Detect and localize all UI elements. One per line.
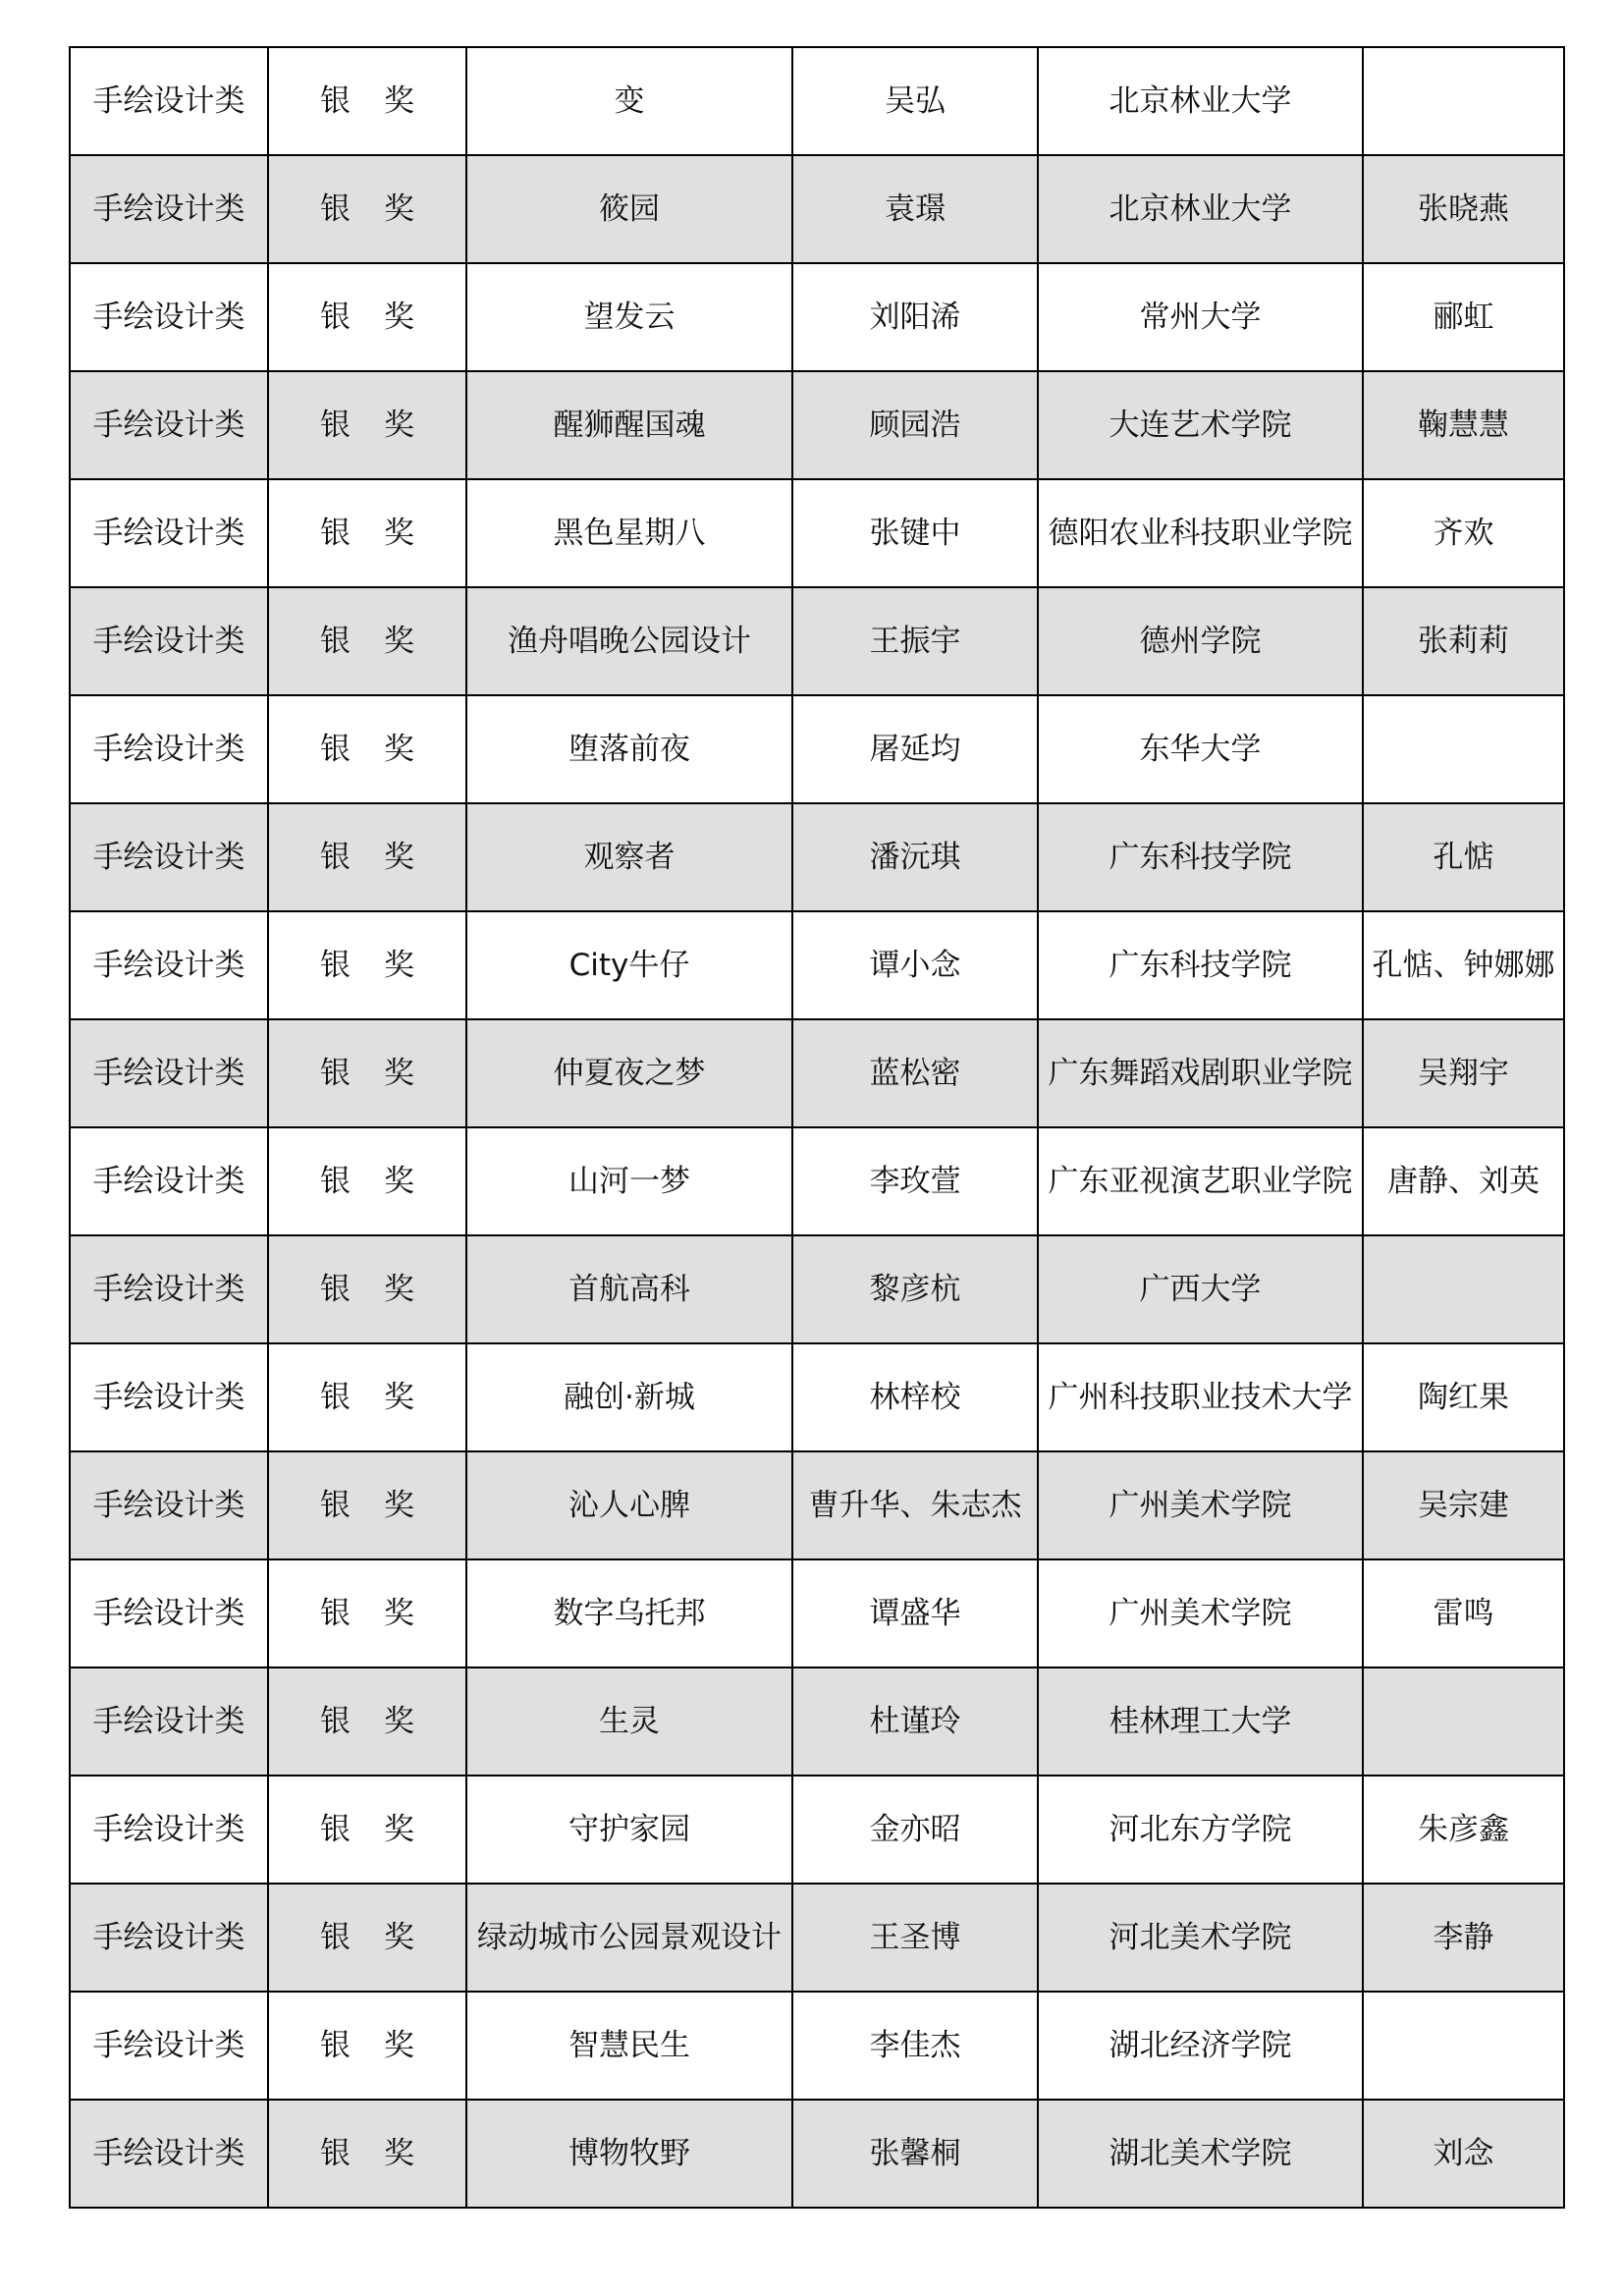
school-cell: 东华大学: [1038, 695, 1363, 803]
award-cell: [268, 1992, 466, 2100]
title-cell: 望发云: [466, 263, 792, 371]
title-cell: 首航高科: [466, 1235, 792, 1343]
title-cell: 变: [466, 47, 792, 155]
award-char: 奖: [384, 1812, 414, 1847]
author-cell: 黎彦杭: [792, 1235, 1038, 1343]
school-cell: 广州美术学院: [1038, 1559, 1363, 1667]
award-char: 银: [320, 948, 351, 983]
advisor-cell: 吴翔宇: [1363, 1019, 1564, 1127]
table-row: [70, 1559, 1564, 1667]
award-char: 奖: [384, 83, 414, 119]
title-cell: 沁人心脾: [466, 1451, 792, 1559]
table-row: [70, 155, 1564, 263]
category-cell: 手绘设计类: [70, 695, 268, 803]
award-char: 银: [320, 732, 351, 767]
author-cell: 刘阳浠: [792, 263, 1038, 371]
category-cell: 手绘设计类: [70, 911, 268, 1019]
award-char: 奖: [384, 1488, 414, 1523]
awards-table: [69, 46, 1565, 2209]
table-row: [70, 263, 1564, 371]
award-char: 奖: [384, 2136, 414, 2171]
table-row: [70, 1019, 1564, 1127]
author-cell: 林梓校: [792, 1343, 1038, 1451]
category-cell: 手绘设计类: [70, 1884, 268, 1992]
table-row: [70, 1884, 1564, 1992]
awards-table-body: [70, 47, 1564, 2208]
award-char: 奖: [384, 516, 414, 551]
category-cell: 手绘设计类: [70, 1992, 268, 2100]
school-cell: 湖北经济学院: [1038, 1992, 1363, 2100]
author-cell: 袁璟: [792, 155, 1038, 263]
award-char: 奖: [384, 624, 414, 659]
advisor-cell: [1363, 47, 1564, 155]
advisor-cell: 张莉莉: [1363, 587, 1564, 695]
award-char: 银: [320, 1812, 351, 1847]
award-cell: [268, 1667, 466, 1776]
title-cell: 筱园: [466, 155, 792, 263]
advisor-cell: 吴宗建: [1363, 1451, 1564, 1559]
award-char: 银: [320, 1596, 351, 1631]
author-cell: 蓝松密: [792, 1019, 1038, 1127]
author-cell: 屠延均: [792, 695, 1038, 803]
author-cell: 张键中: [792, 479, 1038, 587]
award-char: 奖: [384, 1380, 414, 1415]
title-cell: 仲夏夜之梦: [466, 1019, 792, 1127]
author-cell: 王振宇: [792, 587, 1038, 695]
advisor-cell: [1363, 1992, 1564, 2100]
award-char: 银: [320, 1488, 351, 1523]
award-char: 奖: [384, 300, 414, 335]
award-cell: [268, 803, 466, 911]
award-cell: [268, 1343, 466, 1451]
author-cell: 谭小念: [792, 911, 1038, 1019]
award-cell: [268, 1127, 466, 1235]
advisor-cell: 孔惦: [1363, 803, 1564, 911]
title-cell: 绿动城市公园景观设计: [466, 1884, 792, 1992]
award-char: 银: [320, 516, 351, 551]
advisor-cell: [1363, 695, 1564, 803]
table-row: [70, 1992, 1564, 2100]
advisor-cell: 郦虹: [1363, 263, 1564, 371]
school-cell: 广州美术学院: [1038, 1451, 1363, 1559]
school-cell: 广东舞蹈戏剧职业学院: [1038, 1019, 1363, 1127]
school-cell: 德州学院: [1038, 587, 1363, 695]
category-cell: 手绘设计类: [70, 155, 268, 263]
award-char: 银: [320, 300, 351, 335]
title-cell: 数字乌托邦: [466, 1559, 792, 1667]
advisor-cell: 齐欢: [1363, 479, 1564, 587]
advisor-cell: 朱彦鑫: [1363, 1776, 1564, 1884]
school-cell: 德阳农业科技职业学院: [1038, 479, 1363, 587]
table-row: [70, 47, 1564, 155]
table-row: [70, 695, 1564, 803]
award-char: 银: [320, 1272, 351, 1307]
author-cell: 张馨桐: [792, 2100, 1038, 2208]
award-char: 银: [320, 1380, 351, 1415]
award-cell: [268, 1559, 466, 1667]
category-cell: 手绘设计类: [70, 1667, 268, 1776]
category-cell: 手绘设计类: [70, 263, 268, 371]
award-char: 奖: [384, 2028, 414, 2063]
award-cell: [268, 695, 466, 803]
title-cell: 生灵: [466, 1667, 792, 1776]
award-cell: [268, 1776, 466, 1884]
award-char: 奖: [384, 1596, 414, 1631]
award-cell: [268, 1235, 466, 1343]
category-cell: 手绘设计类: [70, 2100, 268, 2208]
school-cell: 河北美术学院: [1038, 1884, 1363, 1992]
school-cell: 广东科技学院: [1038, 911, 1363, 1019]
award-char: 奖: [384, 1056, 414, 1091]
award-char: 银: [320, 1704, 351, 1739]
advisor-cell: 孔惦、钟娜娜: [1363, 911, 1564, 1019]
award-char: 奖: [384, 732, 414, 767]
title-cell: 醒狮醒国魂: [466, 371, 792, 479]
advisor-cell: 雷鸣: [1363, 1559, 1564, 1667]
school-cell: 湖北美术学院: [1038, 2100, 1363, 2208]
award-char: 奖: [384, 1704, 414, 1739]
award-char: 奖: [384, 1164, 414, 1199]
table-row: [70, 1127, 1564, 1235]
title-cell: 守护家园: [466, 1776, 792, 1884]
school-cell: 广东亚视演艺职业学院: [1038, 1127, 1363, 1235]
award-cell: [268, 1019, 466, 1127]
award-char: 银: [320, 2028, 351, 2063]
category-cell: 手绘设计类: [70, 1451, 268, 1559]
award-char: 银: [320, 1056, 351, 1091]
table-row: [70, 2100, 1564, 2208]
title-cell: 堕落前夜: [466, 695, 792, 803]
title-cell: 博物牧野: [466, 2100, 792, 2208]
school-cell: 常州大学: [1038, 263, 1363, 371]
author-cell: 吴弘: [792, 47, 1038, 155]
category-cell: 手绘设计类: [70, 371, 268, 479]
category-cell: 手绘设计类: [70, 1235, 268, 1343]
category-cell: 手绘设计类: [70, 1343, 268, 1451]
award-char: 奖: [384, 191, 414, 227]
award-char: 奖: [384, 1920, 414, 1955]
table-row: [70, 1776, 1564, 1884]
table-row: [70, 803, 1564, 911]
category-cell: 手绘设计类: [70, 479, 268, 587]
category-cell: 手绘设计类: [70, 1019, 268, 1127]
award-char: 奖: [384, 408, 414, 443]
title-cell: 渔舟唱晚公园设计: [466, 587, 792, 695]
award-char: 银: [320, 1164, 351, 1199]
award-cell: [268, 1451, 466, 1559]
table-row: [70, 1667, 1564, 1776]
award-char: 银: [320, 191, 351, 227]
award-cell: [268, 155, 466, 263]
award-char: 奖: [384, 1272, 414, 1307]
author-cell: 李玫萱: [792, 1127, 1038, 1235]
author-cell: 杜谨玲: [792, 1667, 1038, 1776]
author-cell: 曹升华、朱志杰: [792, 1451, 1038, 1559]
award-char: 银: [320, 840, 351, 875]
school-cell: 广西大学: [1038, 1235, 1363, 1343]
advisor-cell: 刘念: [1363, 2100, 1564, 2208]
award-char: 银: [320, 1920, 351, 1955]
advisor-cell: 鞠慧慧: [1363, 371, 1564, 479]
category-cell: 手绘设计类: [70, 1776, 268, 1884]
school-cell: 广州科技职业技术大学: [1038, 1343, 1363, 1451]
advisor-cell: 唐静、刘英: [1363, 1127, 1564, 1235]
table-row: [70, 479, 1564, 587]
award-cell: [268, 263, 466, 371]
title-cell: 黑色星期八: [466, 479, 792, 587]
award-char: 奖: [384, 948, 414, 983]
category-cell: 手绘设计类: [70, 587, 268, 695]
advisor-cell: 陶红果: [1363, 1343, 1564, 1451]
award-char: 银: [320, 2136, 351, 2171]
author-cell: 潘沅琪: [792, 803, 1038, 911]
award-char: 银: [320, 83, 351, 119]
advisor-cell: [1363, 1235, 1564, 1343]
award-cell: [268, 1884, 466, 1992]
advisor-cell: 张晓燕: [1363, 155, 1564, 263]
award-cell: [268, 371, 466, 479]
award-char: 银: [320, 624, 351, 659]
table-row: [70, 371, 1564, 479]
category-cell: 手绘设计类: [70, 803, 268, 911]
award-cell: [268, 911, 466, 1019]
category-cell: 手绘设计类: [70, 1559, 268, 1667]
author-cell: 谭盛华: [792, 1559, 1038, 1667]
category-cell: 手绘设计类: [70, 1127, 268, 1235]
author-cell: 王圣博: [792, 1884, 1038, 1992]
school-cell: 北京林业大学: [1038, 155, 1363, 263]
author-cell: 顾园浩: [792, 371, 1038, 479]
title-cell: City牛仔: [466, 911, 792, 1019]
title-cell: 融创·新城: [466, 1343, 792, 1451]
title-cell: 观察者: [466, 803, 792, 911]
award-char: 银: [320, 408, 351, 443]
award-cell: [268, 587, 466, 695]
school-cell: 河北东方学院: [1038, 1776, 1363, 1884]
school-cell: 桂林理工大学: [1038, 1667, 1363, 1776]
school-cell: 广东科技学院: [1038, 803, 1363, 911]
table-row: [70, 587, 1564, 695]
award-cell: [268, 479, 466, 587]
table-row: [70, 911, 1564, 1019]
advisor-cell: [1363, 1667, 1564, 1776]
award-cell: [268, 2100, 466, 2208]
school-cell: 北京林业大学: [1038, 47, 1363, 155]
title-cell: 山河一梦: [466, 1127, 792, 1235]
author-cell: 金亦昭: [792, 1776, 1038, 1884]
award-cell: [268, 47, 466, 155]
school-cell: 大连艺术学院: [1038, 371, 1363, 479]
category-cell: 手绘设计类: [70, 47, 268, 155]
title-cell: 智慧民生: [466, 1992, 792, 2100]
table-row: [70, 1343, 1564, 1451]
table-row: [70, 1235, 1564, 1343]
table-row: [70, 1451, 1564, 1559]
award-char: 奖: [384, 840, 414, 875]
author-cell: 李佳杰: [792, 1992, 1038, 2100]
advisor-cell: 李静: [1363, 1884, 1564, 1992]
